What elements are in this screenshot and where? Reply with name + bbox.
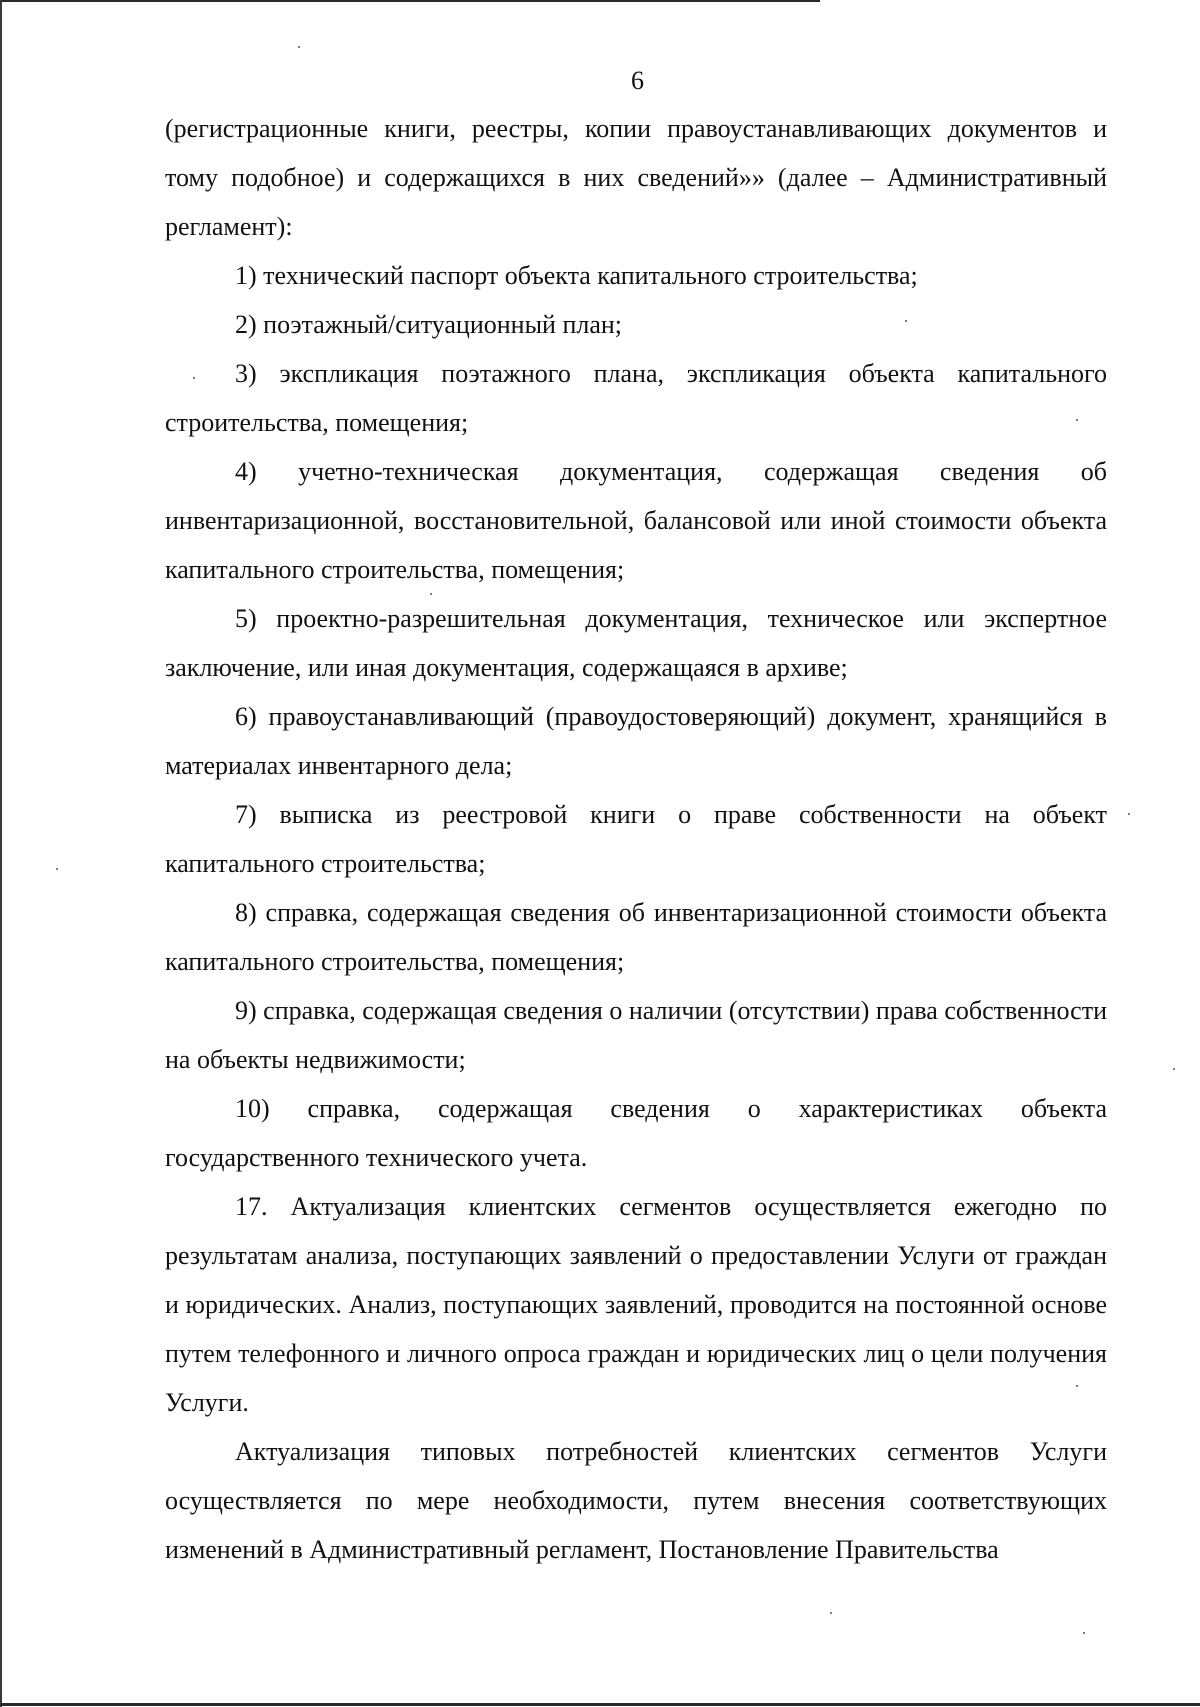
scan-border-bottom <box>0 1703 1200 1706</box>
paragraph: (регистрационные книги, реестры, копии правоустанавливающих документов и тому подобное) и содержащихся в них сведений»» (далее – Административный регламент): <box>165 114 1107 241</box>
scan-speck <box>56 868 58 870</box>
paragraph: 17. Актуализация клиентских сегментов осуществляется ежегодно по результатам анализа, поступающих заявлений о предоставлении Услуги от граждан и юридических. Анализ, поступающих заявлений, проводится на постоянной основе путем телефонного и личного опроса граждан и юридических лиц о цели получения Услуги. <box>165 1192 1107 1417</box>
scan-speck <box>298 46 300 48</box>
paragraph: 1) технический паспорт объекта капитального строительства; <box>235 261 918 290</box>
scan-speck <box>1083 1632 1085 1634</box>
paragraph: 6) правоустанавливающий (правоудостоверяющий) документ, хранящийся в материалах инвентарного дела; <box>165 702 1107 780</box>
scan-speck <box>1076 1385 1078 1387</box>
paragraph: 10) справка, содержащая сведения о характеристиках объекта государственного технического учета. <box>165 1094 1107 1172</box>
scan-speck <box>1173 1068 1175 1070</box>
paragraph: Актуализация типовых потребностей клиентских сегментов Услуги осуществляется по мере необходимости, путем внесения соответствующих изменений в Административный регламент, Постановление Правительства <box>165 1437 1107 1564</box>
scan-speck <box>193 377 195 379</box>
scan-speck <box>830 1612 832 1614</box>
scan-speck <box>905 320 907 322</box>
document-body <box>165 104 1107 1574</box>
scan-border-left <box>0 0 2 1707</box>
paragraph: 5) проектно-разрешительная документация, техническое или экспертное заключение, или иная документация, содержащаяся в архиве; <box>165 604 1107 682</box>
paragraph: 3) экспликация поэтажного плана, экспликация объекта капитального строительства, помещения; <box>165 359 1107 437</box>
scan-speck <box>430 593 432 595</box>
paragraph: 2) поэтажный/ситуационный план; <box>235 310 623 339</box>
paragraph: 7) выписка из реестровой книги о праве собственности на объект капитального строительства; <box>165 800 1107 878</box>
page-number: 6 <box>631 66 644 95</box>
paragraph: 4) учетно-техническая документация, содержащая сведения об инвентаризационной, восстановительной, балансовой или иной стоимости объекта капитального строительства, помещения; <box>165 457 1107 584</box>
paragraph: 9) справка, содержащая сведения о наличии (отсутствии) права собственности на объекты недвижимости; <box>165 996 1107 1074</box>
scan-speck <box>1128 813 1130 815</box>
scan-border-top <box>0 0 820 2</box>
paragraph: 8) справка, содержащая сведения об инвентаризационной стоимости объекта капитального строительства, помещения; <box>165 898 1107 976</box>
scan-speck <box>1076 419 1078 421</box>
